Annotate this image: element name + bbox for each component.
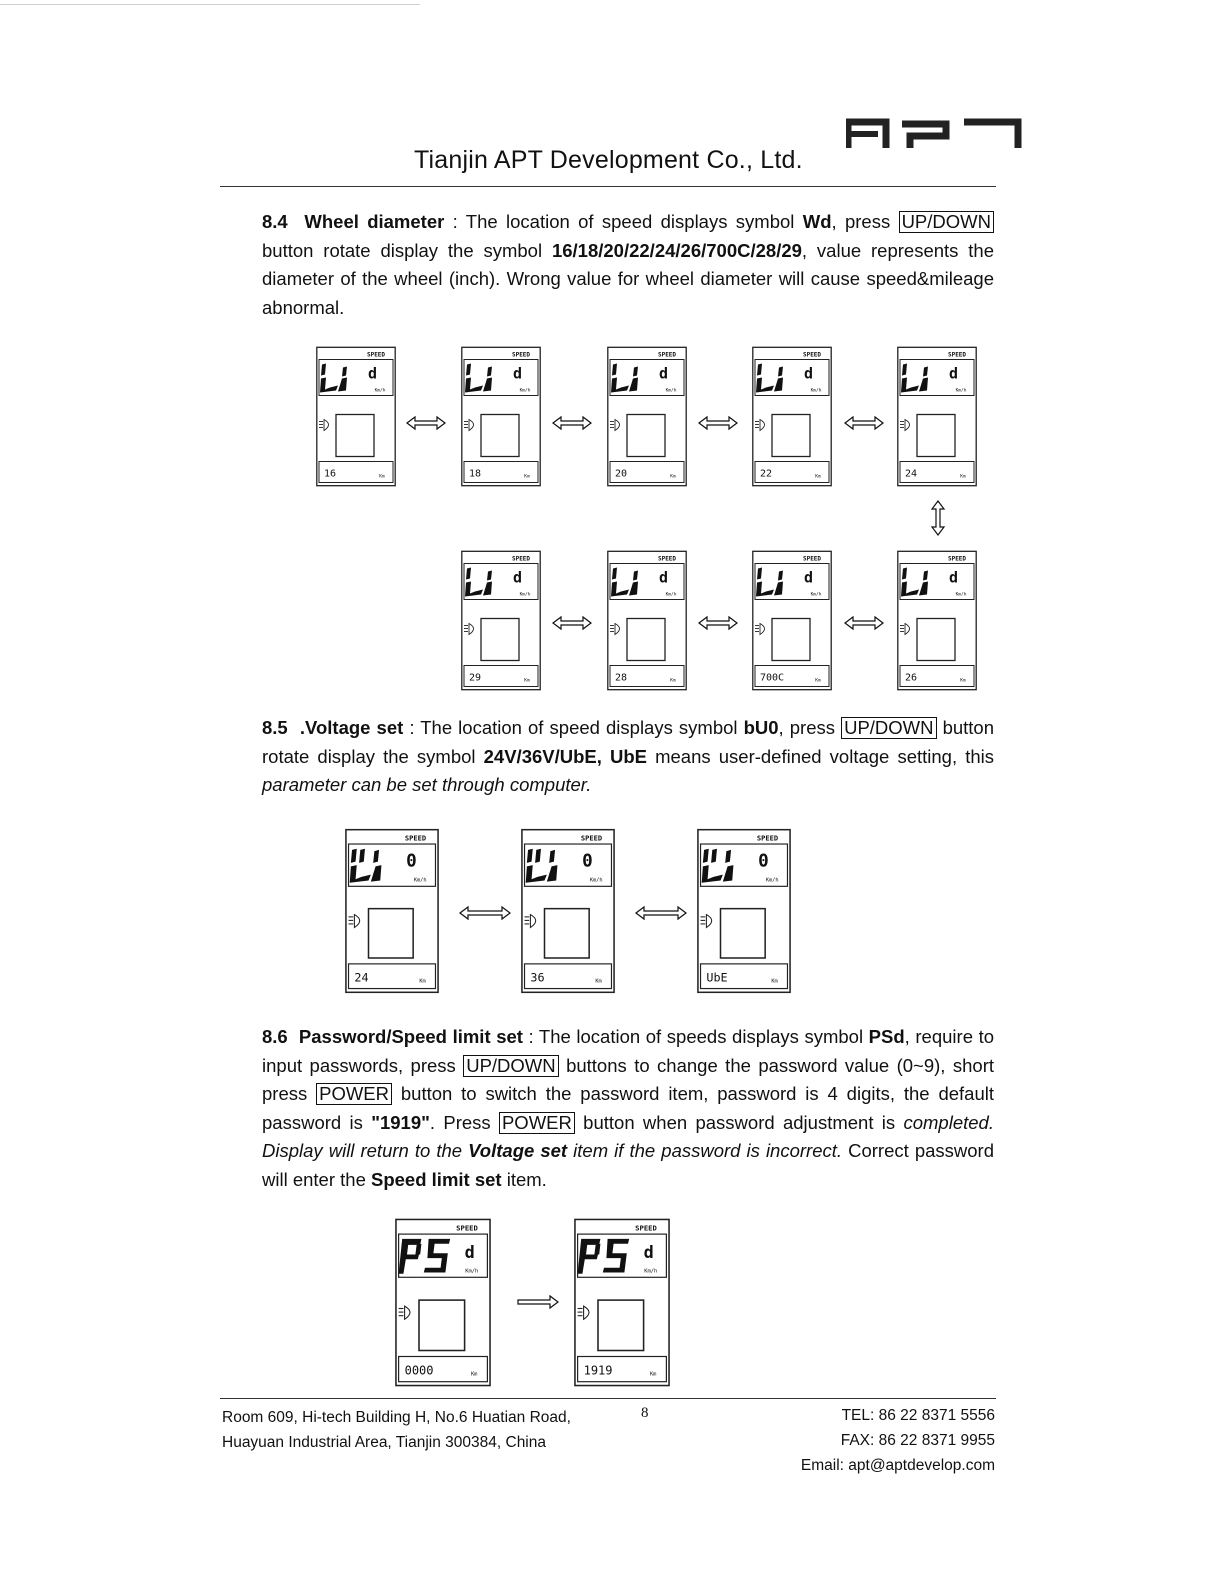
headlight-icon bbox=[464, 624, 474, 635]
kmh-label: Km/h bbox=[465, 1268, 479, 1275]
battery-box bbox=[917, 415, 955, 457]
lcd-wheel-29 bbox=[461, 550, 541, 691]
lcd-password-1919 bbox=[574, 1215, 670, 1390]
kmh-label: Km/h bbox=[374, 388, 386, 394]
km-label: Km bbox=[524, 474, 530, 480]
kmh-label: Km/h bbox=[765, 877, 779, 884]
svg-text:d: d bbox=[513, 568, 523, 587]
double-arrow bbox=[698, 615, 738, 631]
odometer-value: 28 bbox=[615, 672, 628, 684]
odometer-value: 24 bbox=[905, 468, 918, 480]
kmh-label: Km/h bbox=[589, 877, 603, 884]
battery-box bbox=[772, 619, 810, 661]
default-password: "1919" bbox=[371, 1111, 430, 1133]
svg-text:d: d bbox=[949, 568, 959, 587]
kmh-label: Km/h bbox=[644, 1268, 658, 1275]
battery-box bbox=[627, 619, 665, 661]
lcd-wheel-18 bbox=[461, 346, 541, 487]
odometer-value: 0000 bbox=[404, 1363, 434, 1378]
footer-address bbox=[222, 1405, 571, 1455]
segment-symbol bbox=[611, 568, 668, 597]
symbol: PSd bbox=[868, 1026, 905, 1047]
lcd-wheel-16 bbox=[316, 346, 396, 487]
address-line-1: Room 609, Hi-tech Building H, No.6 Huatian Road, bbox=[222, 1409, 571, 1426]
svg-text:d: d bbox=[643, 1242, 654, 1263]
section-title: Wheel diameter bbox=[304, 211, 445, 232]
lcd-wheel-24 bbox=[897, 346, 977, 487]
key-up-down: UP/DOWN bbox=[463, 1055, 558, 1077]
section-8-4-text: 8.4 Wheel diameter : The location of speed displays symbol Wd, press UP/DOWN button rotate display the symbol 16/18/20/22/24/26/700C/28/29, value represents the diameter of the wheel (inch). Wrong value for wheel diameter will cause speed&mileage abnormal. bbox=[262, 211, 994, 318]
kmh-label: Km/h bbox=[955, 592, 967, 598]
voltage-values: 24V/36V/UbE, UbE bbox=[483, 745, 647, 767]
double-arrow bbox=[698, 415, 738, 431]
kmh-label: Km/h bbox=[810, 592, 822, 598]
double-arrow bbox=[844, 615, 884, 631]
speed-label: SPEED bbox=[456, 1223, 478, 1233]
kmh-label: Km/h bbox=[413, 877, 427, 884]
double-arrow bbox=[552, 415, 592, 431]
battery-box bbox=[369, 909, 414, 958]
svg-text:d: d bbox=[659, 568, 669, 587]
svg-text:d: d bbox=[804, 364, 814, 383]
battery-box bbox=[917, 619, 955, 661]
km-label: Km bbox=[670, 678, 676, 684]
headlight-icon bbox=[319, 420, 329, 431]
double-arrow bbox=[552, 615, 592, 631]
odometer-value: 29 bbox=[469, 672, 482, 684]
km-label: Km bbox=[419, 978, 426, 985]
tel: TEL: 86 22 8371 5556 bbox=[841, 1407, 995, 1424]
km-label: Km bbox=[960, 474, 966, 480]
symbol: bU0 bbox=[743, 717, 779, 738]
headlight-icon bbox=[900, 420, 910, 431]
km-label: Km bbox=[960, 678, 966, 684]
km-label: Km bbox=[379, 474, 385, 480]
svg-text:d: d bbox=[513, 364, 523, 383]
svg-text:d: d bbox=[368, 364, 378, 383]
section-number: 8.6 bbox=[262, 1026, 288, 1047]
speed-label: SPEED bbox=[366, 351, 386, 359]
key-power: POWER bbox=[316, 1083, 392, 1105]
segment-symbol bbox=[526, 849, 593, 883]
odometer-value: 22 bbox=[760, 468, 773, 480]
segment-symbol bbox=[320, 364, 377, 393]
battery-box bbox=[336, 415, 374, 457]
odometer-value: 700C bbox=[760, 672, 785, 684]
km-label: Km bbox=[815, 678, 821, 684]
address-line-2: Huayuan Industrial Area, Tianjin 300384, China bbox=[222, 1434, 546, 1451]
section-8-5-text: 8.5 .Voltage set : The location of speed displays symbol bU0, press UP/DOWN button rotate display the symbol 24V/36V/UbE, UbE means user-defined voltage setting, this parameter can be set through computer. bbox=[262, 717, 995, 795]
segment-symbol bbox=[901, 364, 958, 393]
section-title: .Voltage set bbox=[299, 717, 404, 738]
battery-box bbox=[772, 415, 810, 457]
speed-label: SPEED bbox=[947, 555, 967, 563]
speed-label: SPEED bbox=[802, 555, 822, 563]
svg-text:0: 0 bbox=[406, 851, 417, 872]
speed-label: SPEED bbox=[802, 351, 822, 359]
odometer-value: 16 bbox=[324, 468, 337, 480]
section-title: Password/Speed limit set bbox=[298, 1026, 523, 1047]
key-power: POWER bbox=[499, 1112, 575, 1134]
km-label: Km bbox=[470, 1371, 478, 1378]
odometer-value: 24 bbox=[354, 970, 369, 985]
svg-text:0: 0 bbox=[758, 851, 769, 872]
lcd-voltage-24 bbox=[345, 820, 439, 1002]
segment-symbol bbox=[756, 568, 813, 597]
lcd-wheel-700C bbox=[752, 550, 832, 691]
headlight-icon bbox=[578, 1306, 589, 1319]
kmh-label: Km/h bbox=[810, 388, 822, 394]
footer-contact bbox=[760, 1403, 995, 1478]
headlight-icon bbox=[701, 915, 712, 928]
km-label: Km bbox=[815, 474, 821, 480]
lcd-password-0000 bbox=[395, 1215, 491, 1390]
headlight-icon bbox=[399, 1306, 410, 1319]
battery-box bbox=[481, 619, 519, 661]
svg-text:0: 0 bbox=[582, 851, 593, 872]
section-8-6-text: 8.6 Password/Speed limit set : The location of speeds displays symbol PSd, require to input passwords, press UP/DOWN buttons to change the password value (0~9), short press POWER button to switch the password item, password is 4 digits, the default password is "1919". Press POWER button when password adjustment is completed. Display will return to the Voltage set item if the password is incorrect. Correct password will enter the Speed limit set item. bbox=[262, 1026, 995, 1190]
segment-symbol bbox=[465, 568, 522, 597]
lcd-wheel-20 bbox=[607, 346, 687, 487]
segment-symbol bbox=[465, 364, 522, 393]
key-up-down: UP/DOWN bbox=[899, 211, 994, 233]
segment-symbol bbox=[901, 568, 958, 597]
speed-label: SPEED bbox=[947, 351, 967, 359]
battery-box bbox=[627, 415, 665, 457]
battery-box bbox=[419, 1300, 465, 1350]
svg-text:d: d bbox=[659, 364, 669, 383]
key-up-down: UP/DOWN bbox=[841, 717, 936, 739]
section-number: 8.5 bbox=[262, 717, 288, 738]
battery-box bbox=[598, 1300, 644, 1350]
top-edge-line bbox=[0, 4, 420, 5]
headlight-icon bbox=[755, 624, 765, 635]
header-rule bbox=[220, 186, 996, 187]
double-arrow bbox=[844, 415, 884, 431]
lcd-wheel-22 bbox=[752, 346, 832, 487]
svg-text:d: d bbox=[949, 364, 959, 383]
headlight-icon bbox=[525, 915, 536, 928]
double-arrow bbox=[635, 905, 687, 921]
segment-symbol bbox=[611, 364, 668, 393]
odometer-value: 26 bbox=[905, 672, 918, 684]
email: Email: apt@aptdevelop.com bbox=[800, 1457, 995, 1474]
km-label: Km bbox=[670, 474, 676, 480]
km-label: Km bbox=[649, 1371, 657, 1378]
battery-box bbox=[481, 415, 519, 457]
right-arrow bbox=[517, 1294, 559, 1310]
lcd-wheel-26 bbox=[897, 550, 977, 691]
segment-symbol bbox=[350, 849, 417, 883]
symbol: Wd bbox=[802, 211, 832, 232]
wheel-values: 16/18/20/22/24/26/700C/28/29 bbox=[551, 239, 802, 261]
lcd-voltage-UbE bbox=[697, 820, 791, 1002]
svg-text:d: d bbox=[464, 1242, 475, 1263]
headlight-icon bbox=[610, 624, 620, 635]
odometer-value: 18 bbox=[469, 468, 482, 480]
company-name: Tianjin APT Development Co., Ltd. bbox=[414, 146, 803, 174]
svg-text:d: d bbox=[804, 568, 814, 587]
segment-symbol bbox=[578, 1239, 654, 1274]
odometer-value: 1919 bbox=[583, 1363, 613, 1378]
apt-logo bbox=[846, 118, 1024, 150]
kmh-label: Km/h bbox=[519, 592, 531, 598]
speed-label: SPEED bbox=[635, 1223, 657, 1233]
lcd-voltage-36 bbox=[521, 820, 615, 1002]
kmh-label: Km/h bbox=[955, 388, 967, 394]
headlight-icon bbox=[755, 420, 765, 431]
speed-label: SPEED bbox=[580, 833, 603, 843]
double-arrow bbox=[459, 905, 511, 921]
double-arrow bbox=[406, 415, 446, 431]
vertical-double-arrow bbox=[930, 500, 946, 536]
speed-label: SPEED bbox=[404, 833, 427, 843]
speed-label: SPEED bbox=[657, 351, 677, 359]
odometer-value: UbE bbox=[706, 970, 728, 985]
km-label: Km bbox=[771, 978, 778, 985]
section-number: 8.4 bbox=[262, 211, 288, 232]
speed-label: SPEED bbox=[756, 833, 779, 843]
lcd-wheel-28 bbox=[607, 550, 687, 691]
kmh-label: Km/h bbox=[665, 388, 677, 394]
segment-symbol bbox=[702, 849, 769, 883]
segment-symbol bbox=[399, 1239, 475, 1274]
kmh-label: Km/h bbox=[665, 592, 677, 598]
headlight-icon bbox=[610, 420, 620, 431]
page-number: 8 bbox=[641, 1405, 649, 1421]
km-label: Km bbox=[595, 978, 602, 985]
speed-label: SPEED bbox=[511, 351, 531, 359]
battery-box bbox=[721, 909, 766, 958]
headlight-icon bbox=[900, 624, 910, 635]
headlight-icon bbox=[349, 915, 360, 928]
speed-label: SPEED bbox=[511, 555, 531, 563]
kmh-label: Km/h bbox=[519, 388, 531, 394]
battery-box bbox=[545, 909, 590, 958]
speed-label: SPEED bbox=[657, 555, 677, 563]
km-label: Km bbox=[524, 678, 530, 684]
odometer-value: 36 bbox=[530, 970, 545, 985]
segment-symbol bbox=[756, 364, 813, 393]
footer-rule bbox=[220, 1398, 996, 1399]
headlight-icon bbox=[464, 420, 474, 431]
fax: FAX: 86 22 8371 9955 bbox=[840, 1432, 995, 1449]
odometer-value: 20 bbox=[615, 468, 628, 480]
